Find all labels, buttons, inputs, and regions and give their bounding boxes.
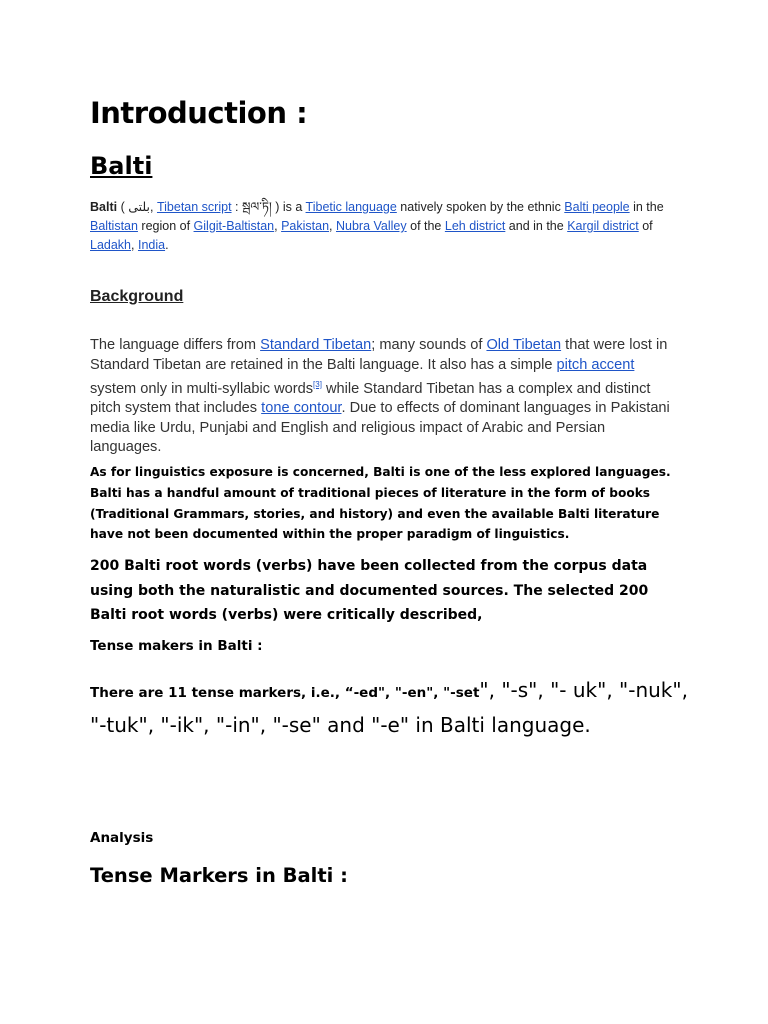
text: , xyxy=(131,238,138,252)
text: that were lost in Standard Tibetan are retained in the Balti language. It also has a simple xyxy=(90,337,668,373)
background-paragraph xyxy=(90,336,680,458)
tense-markers-text-bold: There are 11 tense markers, i.e., “-ed", "-en", "-set xyxy=(90,685,480,701)
tense-markers-paragraph xyxy=(90,674,690,743)
text: . Due to effects of dominant languages in Pakistani media like Urdu, Punjabi and English and religious impact of Arabic and Persian languages. xyxy=(90,400,670,456)
link-nubra-valley[interactable]: Nubra Valley xyxy=(336,219,407,233)
link-balti-people[interactable]: Balti people xyxy=(564,200,630,214)
text: The language differs from xyxy=(90,337,261,353)
term-balti: Balti xyxy=(90,200,118,214)
text: , xyxy=(329,219,336,233)
text: ) is a xyxy=(271,200,306,214)
heading-balti: Balti xyxy=(90,152,153,180)
text: of xyxy=(638,219,653,233)
text: : xyxy=(231,200,242,214)
link-tibetan-script[interactable]: Tibetan script xyxy=(156,200,232,214)
link-gilgit-baltistan[interactable]: Gilgit-Baltistan xyxy=(193,219,275,233)
root-words-paragraph: 200 Balti root words (verbs) have been collected from the corpus data using both the naturalistic and documented sources. The selected 200 Balti root words (verbs) were critically described, xyxy=(90,558,649,623)
text: region of xyxy=(137,219,194,233)
text: and in the xyxy=(505,219,568,233)
heading-tense-markers-in-balti: Tense Markers in Balti : xyxy=(90,864,348,887)
text: system only in multi-syllabic words xyxy=(90,380,314,397)
balti-definition-paragraph xyxy=(90,198,670,255)
tense-markers-text-large: ", "-s", "- uk", "-nuk", "-tuk", "-ik", "-in", "-se" and "-e" in Balti language. xyxy=(90,678,688,737)
link-baltistan[interactable]: Baltistan xyxy=(90,219,138,233)
heading-introduction: Introduction : xyxy=(90,96,308,130)
text: , xyxy=(274,219,282,233)
link-standard-tibetan[interactable]: Standard Tibetan xyxy=(260,337,372,353)
link-tibetic-language[interactable]: Tibetic language xyxy=(305,200,397,214)
text: of the xyxy=(406,219,445,233)
text: while Standard Tibetan has a complex and distinct pitch system that includes xyxy=(90,380,651,417)
heading-analysis: Analysis xyxy=(90,830,154,846)
text: in the xyxy=(629,200,664,214)
link-pakistan[interactable]: Pakistan xyxy=(281,219,330,233)
linguistics-exposure-paragraph: As for linguistics exposure is concerned, Balti is one of the less explored languages. Balti has a handful amount of traditional pieces of literature in the form of books (Traditional Grammars, stories, and history) and even the available Balti literature have not been documented within the proper paradigm of linguistics. xyxy=(90,465,671,542)
heading-background: Background xyxy=(90,288,184,305)
link-tone-contour[interactable]: tone contour xyxy=(261,400,342,417)
text: ; many sounds of xyxy=(371,337,487,353)
link-ladakh[interactable]: Ladakh xyxy=(90,238,132,252)
link-india[interactable]: India xyxy=(137,238,166,252)
urdu-script-text: بلتی xyxy=(128,200,151,214)
text: natively spoken by the ethnic xyxy=(396,200,565,214)
text: , xyxy=(150,200,157,214)
text: ( xyxy=(117,200,129,214)
tibetan-script-text: སྦལ་ཏི། xyxy=(241,200,272,214)
link-leh-district[interactable]: Leh district xyxy=(444,219,506,233)
link-kargil-district[interactable]: Kargil district xyxy=(567,219,639,233)
link-pitch-accent[interactable]: pitch accent xyxy=(556,356,635,373)
text: . xyxy=(165,238,169,252)
reference-link[interactable]: [3] xyxy=(313,380,322,389)
heading-tense-makers: Tense makers in Balti : xyxy=(90,638,263,654)
link-old-tibetan[interactable]: Old Tibetan xyxy=(486,337,562,353)
